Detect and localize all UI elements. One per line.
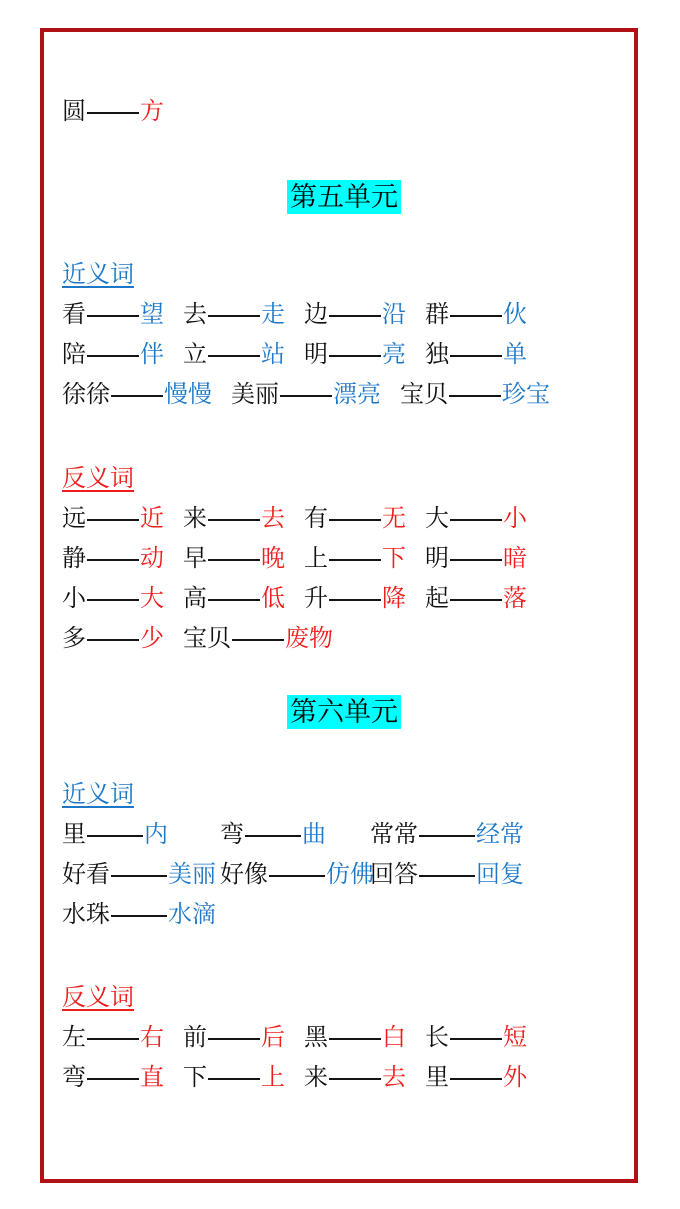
antonym-group	[62, 459, 626, 659]
dash-connector	[87, 1078, 139, 1080]
synonym-group	[62, 775, 626, 935]
word-right: 短	[503, 1024, 527, 1051]
word-pair	[425, 1018, 527, 1058]
dash-connector	[87, 112, 139, 114]
word-pair	[304, 539, 406, 579]
word-left: 宝贝	[183, 625, 231, 652]
word-left: 好看	[62, 861, 110, 888]
word-pair	[425, 1058, 527, 1098]
antonym-group	[62, 978, 626, 1098]
word-right: 内	[144, 821, 168, 848]
word-pair-row	[62, 579, 626, 619]
word-right: 曲	[302, 821, 326, 848]
word-left: 大	[425, 505, 449, 532]
word-left: 来	[304, 1064, 328, 1091]
dash-connector	[208, 315, 260, 317]
dash-connector	[449, 395, 501, 397]
word-left: 明	[304, 341, 328, 368]
word-left: 看	[62, 301, 86, 328]
word-right: 直	[140, 1064, 164, 1091]
word-pair-row	[62, 539, 626, 579]
word-pair	[425, 295, 527, 335]
word-right: 落	[503, 585, 527, 612]
word-right: 大	[140, 585, 164, 612]
word-pair	[183, 295, 285, 335]
word-pair	[400, 375, 550, 415]
word-pair-row	[62, 499, 626, 539]
word-pair	[62, 1018, 164, 1058]
word-left: 黑	[304, 1024, 328, 1051]
word-left: 里	[425, 1064, 449, 1091]
word-pair-row	[62, 295, 626, 335]
dash-connector	[329, 519, 381, 521]
word-right: 近	[140, 505, 164, 532]
word-left: 长	[425, 1024, 449, 1051]
word-right: 美丽	[168, 861, 216, 888]
word-right: 仿佛	[326, 861, 374, 888]
word-pair-row	[62, 335, 626, 375]
word-left: 立	[183, 341, 207, 368]
word-left: 高	[183, 585, 207, 612]
word-pair	[62, 92, 164, 132]
unit-sections	[62, 180, 626, 1098]
word-pair	[304, 1018, 406, 1058]
word-right: 上	[261, 1064, 285, 1091]
word-pair	[183, 1018, 285, 1058]
word-left: 去	[183, 301, 207, 328]
word-left: 前	[183, 1024, 207, 1051]
dash-connector	[111, 875, 167, 877]
word-pair	[425, 499, 527, 539]
word-pair	[183, 539, 285, 579]
word-right: 经常	[476, 821, 524, 848]
word-right: 晚	[261, 545, 285, 572]
word-left: 多	[62, 625, 86, 652]
word-pair	[425, 539, 527, 579]
dash-connector	[280, 395, 332, 397]
word-pair	[370, 815, 626, 855]
word-pair	[304, 295, 406, 335]
word-pair	[62, 375, 212, 415]
word-left: 常常	[370, 821, 418, 848]
word-right: 动	[140, 545, 164, 572]
word-pair-row	[62, 1058, 626, 1098]
antonym-heading: 反义词	[62, 984, 134, 1011]
word-pair-row	[62, 895, 626, 935]
word-pair	[62, 815, 220, 855]
word-right: 无	[382, 505, 406, 532]
dash-connector	[245, 835, 301, 837]
word-right: 亮	[382, 341, 406, 368]
dash-connector	[208, 355, 260, 357]
dash-connector	[450, 355, 502, 357]
word-pair	[231, 375, 381, 415]
word-left: 好像	[220, 861, 268, 888]
dash-connector	[329, 1078, 381, 1080]
word-left: 远	[62, 505, 86, 532]
word-left: 独	[425, 341, 449, 368]
dash-connector	[111, 395, 163, 397]
word-left: 下	[183, 1064, 207, 1091]
word-left: 上	[304, 545, 328, 572]
word-pair	[183, 619, 333, 659]
page-border-frame	[40, 28, 638, 1183]
unit-section	[62, 180, 626, 659]
word-right: 伴	[140, 341, 164, 368]
dash-connector	[111, 915, 167, 917]
word-left: 左	[62, 1024, 86, 1051]
word-left: 徐徐	[62, 381, 110, 408]
dash-connector	[87, 559, 139, 561]
word-left: 弯	[220, 821, 244, 848]
word-left: 明	[425, 545, 449, 572]
word-pair-row	[62, 1018, 626, 1058]
word-right: 漂亮	[333, 381, 381, 408]
word-right: 珍宝	[502, 381, 550, 408]
word-left: 回答	[370, 861, 418, 888]
intro-word-pair-line	[62, 92, 626, 132]
word-right: 废物	[285, 625, 333, 652]
word-pair	[220, 855, 374, 895]
word-left: 里	[62, 821, 86, 848]
dash-connector	[87, 1038, 139, 1040]
word-right: 望	[140, 301, 164, 328]
word-pair	[62, 579, 164, 619]
word-pair	[62, 619, 164, 659]
word-right: 小	[503, 505, 527, 532]
section-title-highlight: 第六单元	[287, 695, 401, 729]
word-right: 站	[261, 341, 285, 368]
word-left: 小	[62, 585, 86, 612]
word-left: 边	[304, 301, 328, 328]
word-pair	[425, 335, 527, 375]
word-pair-row	[62, 855, 626, 895]
dash-connector	[269, 875, 325, 877]
dash-connector	[87, 519, 139, 521]
word-left: 水珠	[62, 901, 110, 928]
dash-connector	[419, 875, 475, 877]
dash-connector	[208, 1078, 260, 1080]
word-right: 水滴	[168, 901, 216, 928]
word-right: 沿	[382, 301, 406, 328]
dash-connector	[329, 599, 381, 601]
dash-connector	[208, 519, 260, 521]
dash-connector	[329, 355, 381, 357]
word-right: 下	[382, 545, 406, 572]
word-right: 少	[140, 625, 164, 652]
word-pair-row	[62, 375, 626, 415]
word-pair-row	[62, 815, 626, 855]
word-pair	[183, 1058, 285, 1098]
dash-connector	[450, 1078, 502, 1080]
word-left: 群	[425, 301, 449, 328]
word-right: 白	[382, 1024, 406, 1051]
word-right: 方	[140, 98, 164, 125]
word-right: 降	[382, 585, 406, 612]
word-right: 伙	[503, 301, 527, 328]
word-pair	[62, 1058, 164, 1098]
word-right: 右	[140, 1024, 164, 1051]
dash-connector	[208, 1038, 260, 1040]
dash-connector	[87, 315, 139, 317]
dash-connector	[450, 315, 502, 317]
dash-connector	[329, 1038, 381, 1040]
section-title-row	[62, 180, 626, 214]
word-right: 回复	[476, 861, 524, 888]
dash-connector	[329, 315, 381, 317]
antonym-heading: 反义词	[62, 465, 134, 492]
word-pair	[62, 895, 220, 935]
word-pair	[183, 579, 285, 619]
section-title-highlight: 第五单元	[287, 180, 401, 214]
dash-connector	[232, 639, 284, 641]
dash-connector	[87, 835, 143, 837]
section-title-row	[62, 695, 626, 729]
word-right: 去	[261, 505, 285, 532]
word-pair	[304, 579, 406, 619]
dash-connector	[450, 599, 502, 601]
word-right: 单	[503, 341, 527, 368]
word-left: 来	[183, 505, 207, 532]
word-pair	[220, 815, 370, 855]
synonym-heading: 近义词	[62, 781, 134, 808]
word-pair	[62, 499, 164, 539]
word-pair	[183, 335, 285, 375]
word-pair	[62, 539, 164, 579]
dash-connector	[450, 519, 502, 521]
word-pair	[304, 499, 406, 539]
dash-connector	[208, 559, 260, 561]
word-left: 美丽	[231, 381, 279, 408]
dash-connector	[419, 835, 475, 837]
word-left: 升	[304, 585, 328, 612]
word-pair	[62, 335, 164, 375]
word-right: 外	[503, 1064, 527, 1091]
word-left: 静	[62, 545, 86, 572]
word-left: 有	[304, 505, 328, 532]
dash-connector	[87, 599, 139, 601]
word-left: 弯	[62, 1064, 86, 1091]
word-right: 慢慢	[164, 381, 212, 408]
word-pair	[425, 579, 527, 619]
word-left: 早	[183, 545, 207, 572]
word-right: 暗	[503, 545, 527, 572]
dash-connector	[450, 559, 502, 561]
worksheet-content	[44, 32, 634, 1179]
dash-connector	[208, 599, 260, 601]
dash-connector	[87, 639, 139, 641]
word-pair	[62, 295, 164, 335]
word-pair	[304, 335, 406, 375]
word-left: 起	[425, 585, 449, 612]
word-right: 去	[382, 1064, 406, 1091]
word-left: 陪	[62, 341, 86, 368]
synonym-heading: 近义词	[62, 261, 134, 288]
word-left: 圆	[62, 98, 86, 125]
unit-section	[62, 695, 626, 1098]
word-left: 宝贝	[400, 381, 448, 408]
word-pair	[370, 855, 626, 895]
word-pair-row	[62, 619, 626, 659]
synonym-group	[62, 255, 626, 415]
word-right: 后	[261, 1024, 285, 1051]
dash-connector	[450, 1038, 502, 1040]
word-pair	[62, 855, 220, 895]
word-pair	[183, 499, 285, 539]
word-right: 低	[261, 585, 285, 612]
dash-connector	[329, 559, 381, 561]
word-pair	[304, 1058, 406, 1098]
word-right: 走	[261, 301, 285, 328]
dash-connector	[87, 355, 139, 357]
